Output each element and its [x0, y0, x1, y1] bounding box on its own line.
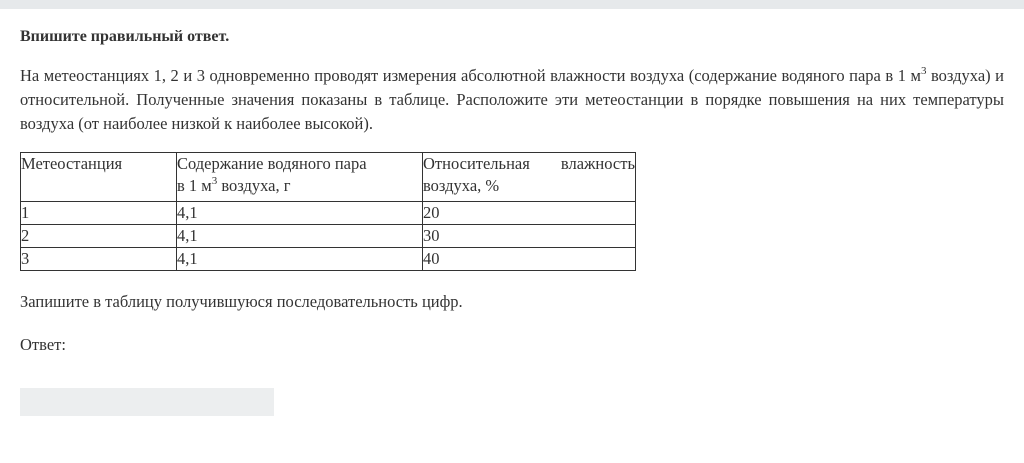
header-vapor — [177, 153, 423, 202]
table-row — [21, 225, 636, 248]
top-bar — [0, 0, 1024, 9]
header-humidity-line2: воздуха, % — [423, 176, 500, 195]
cell-vapor: 4,1 — [177, 248, 423, 271]
cell-humidity: 20 — [423, 202, 636, 225]
cell-station: 1 — [21, 202, 177, 225]
header-vapor-sup: 3 — [211, 174, 218, 187]
question-text — [20, 64, 1004, 136]
header-station — [21, 153, 177, 202]
task-instruction: Впишите правильный ответ. — [20, 28, 230, 45]
header-vapor-line1: Содержание водяного пара — [177, 154, 367, 173]
header-humidity-word1: Относительная — [423, 154, 530, 173]
header-vapor-pre: в 1 м — [177, 176, 212, 195]
stations-table — [20, 152, 636, 271]
header-vapor-line2 — [177, 175, 422, 197]
cell-humidity: 30 — [423, 225, 636, 248]
question-part-2: воздуха) и относительной. Полученные значения показаны в таблице. Расположите эти метеостанции в порядке повышения на них температуры воздуха (от наиболее низкой к наиболее высокой). — [20, 66, 1005, 133]
header-humidity-line1 — [423, 153, 635, 175]
table-row — [21, 202, 636, 225]
question-part-1: На метеостанциях 1, 2 и 3 одновременно проводят измерения абсолютной влажности воздуха (содержание водяного пара в 1 м — [20, 66, 921, 85]
header-humidity-word2: влажность — [560, 154, 635, 173]
header-humidity — [423, 153, 636, 202]
answer-input[interactable] — [20, 388, 274, 416]
cell-station: 3 — [21, 248, 177, 271]
cell-vapor: 4,1 — [177, 225, 423, 248]
write-instruction: Запишите в таблицу получившуюся последовательность цифр. — [20, 292, 463, 311]
table-row — [21, 248, 636, 271]
cell-station: 2 — [21, 225, 177, 248]
header-vapor-post: воздуха, г — [217, 176, 291, 195]
header-station-label: Метеостанция — [21, 154, 123, 173]
table-header-row — [21, 153, 636, 202]
question-superscript: 3 — [920, 64, 927, 77]
cell-humidity: 40 — [423, 248, 636, 271]
answer-label: Ответ: — [20, 335, 66, 354]
cell-vapor: 4,1 — [177, 202, 423, 225]
